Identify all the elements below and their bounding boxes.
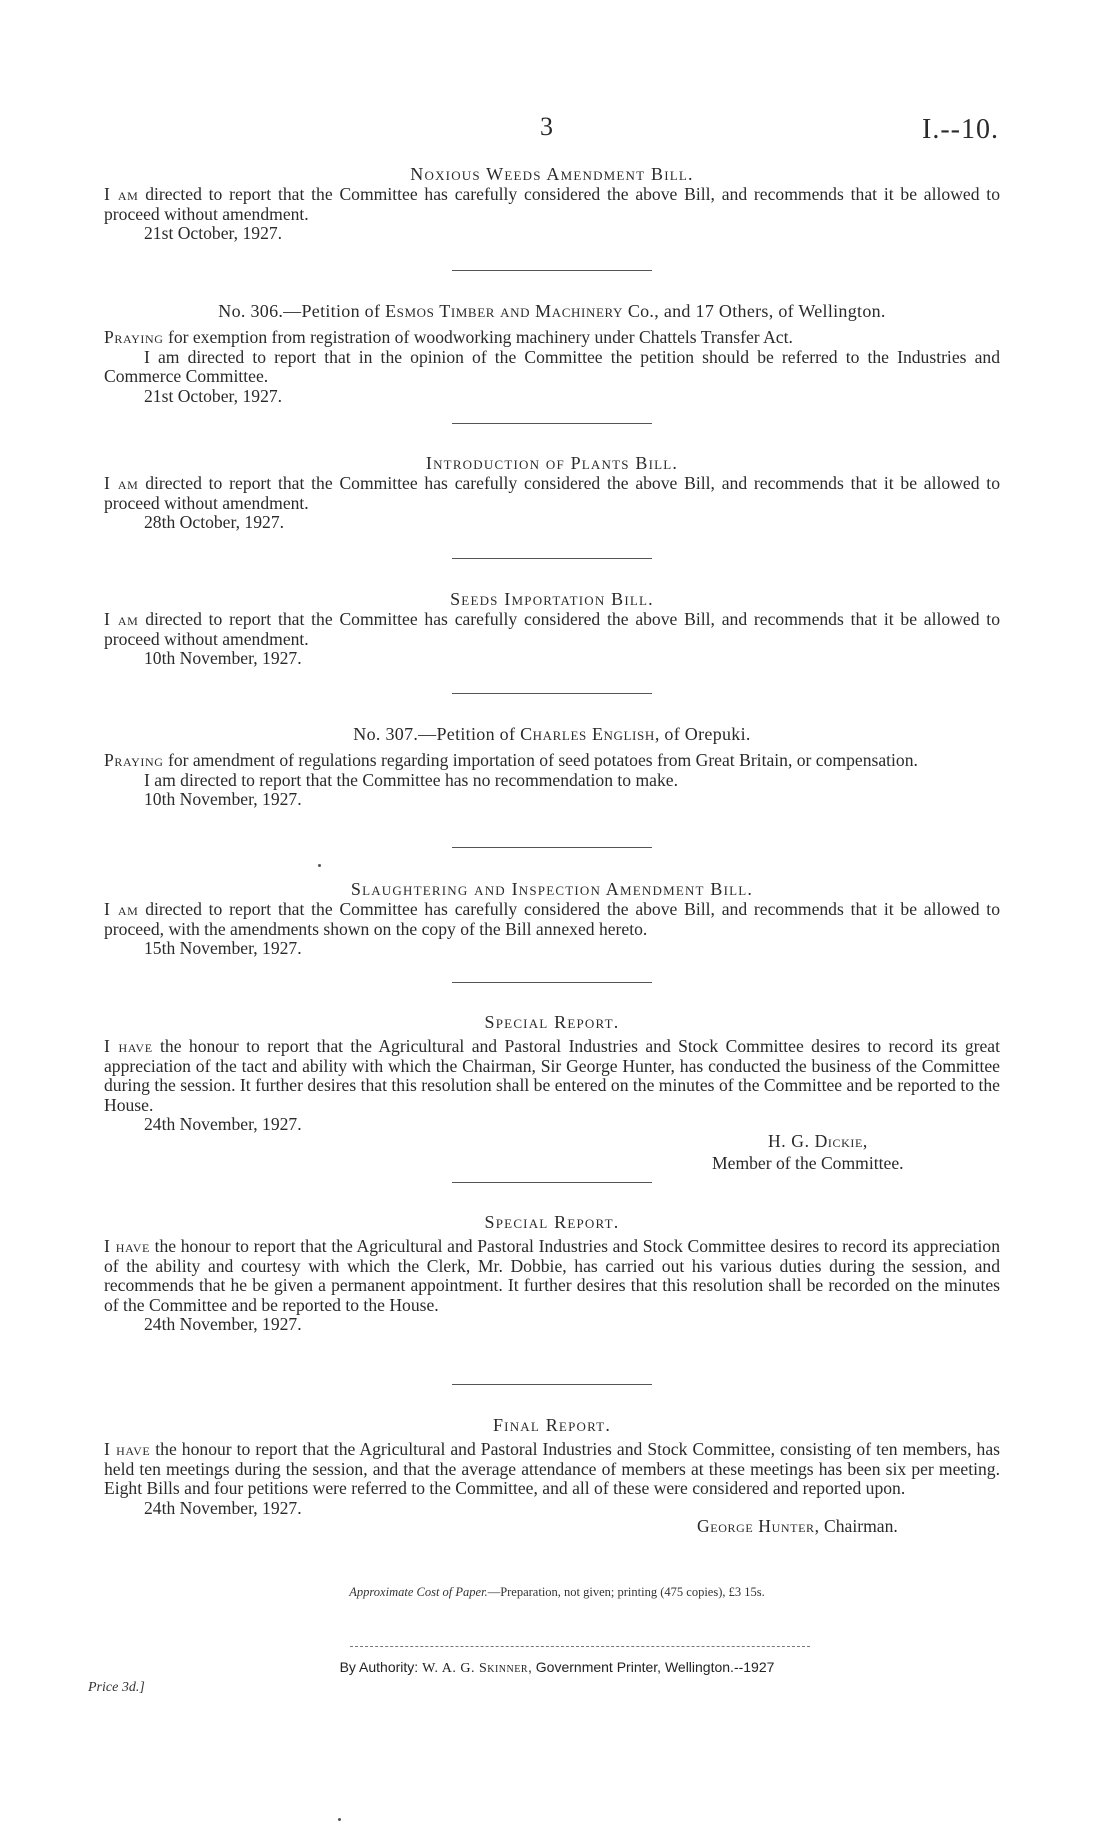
price-note: Price 3d.] <box>88 1680 145 1695</box>
section-seeds-importation <box>104 588 1000 669</box>
section-heading: Special Report. <box>484 1212 620 1232</box>
section-date: 24th November, 1927. <box>144 1497 302 1518</box>
section-slaughtering <box>104 878 1000 959</box>
divider <box>452 847 652 848</box>
page-number: 3 <box>540 112 553 141</box>
section-date: 21st October, 1927. <box>144 223 283 243</box>
signature-name: H. G. Dickie, <box>768 1131 868 1151</box>
section-petition-307 <box>104 723 1000 810</box>
section-heading: No. 306.—Petition of Esmos Timber and Machinery Co., and 17 Others, of Wellington. <box>218 301 886 321</box>
section-date: 21st October, 1927. <box>144 385 283 406</box>
section-body: I am directed to report that the Committee has carefully considered the above Bill, and recommends that it be allowed to proceed without amendment. <box>104 473 1000 513</box>
divider <box>452 1182 652 1183</box>
section-heading: Special Report. <box>484 1012 620 1032</box>
section-date: 28th October, 1927. <box>144 512 285 532</box>
speck <box>318 864 321 867</box>
section-introduction-plants <box>104 452 1000 533</box>
divider <box>452 982 652 983</box>
section-heading: No. 307.—Petition of Charles English, of Orepuki. <box>353 724 751 744</box>
section-date: 24th November, 1927. <box>144 1314 302 1334</box>
section-final-report <box>104 1414 1000 1518</box>
divider <box>350 1646 810 1647</box>
signature-title: Chairman. <box>819 1516 898 1536</box>
divider <box>452 1384 652 1385</box>
section-heading: Final Report. <box>492 1415 612 1435</box>
section-date: 24th November, 1927. <box>144 1114 302 1134</box>
section-body: I am directed to report that the Committee has carefully considered the above Bill, and recommends that it be allowed to proceed without amendment. <box>104 609 1000 649</box>
petitioner-name: Charles English <box>520 724 655 744</box>
divider <box>452 558 652 559</box>
section-date: 15th November, 1927. <box>144 938 302 958</box>
document-reference: I.--10. <box>922 114 999 145</box>
section-body: I have the honour to report that the Agricultural and Pastoral Industries and Stock Committee desires to record its great appreciation of the tact and ability with which the Chairman, Sir George Hunter, has conducted the business of the Committee during the session. It further desires that this resolution shall be entered on the minutes of the Committee and be reported to the House. <box>104 1036 1001 1115</box>
section-special-report-2 <box>104 1211 1000 1335</box>
section-body: I am directed to report that in the opinion of the Committee the petition should be referred to the Industries and Commerce Committee. <box>104 346 1000 386</box>
signature-line <box>697 1516 898 1537</box>
authority-line: By Authority: W. A. G. Skinner, Government Printer, Wellington.--1927 <box>339 1659 775 1676</box>
section-special-report-1 <box>104 1011 1000 1135</box>
section-body: I am directed to report that the Committee has no recommendation to make. <box>144 769 678 790</box>
section-petition-306 <box>104 300 1000 406</box>
section-prayer: Praying for exemption from registration of woodworking machinery under Chattels Transfer Act. <box>104 327 793 347</box>
section-body: I am directed to report that the Committee has carefully considered the above Bill, and recommends that it be allowed to proceed without amendment. <box>104 184 1000 224</box>
printer-name: W. A. G. Skinner <box>422 1661 528 1676</box>
section-body: I have the honour to report that the Agricultural and Pastoral Industries and Stock Committee, consisting of ten members, has held ten meetings during the session, and that the average attendance of members at these meetings has been six per meeting. Eight Bills and four petitions were referred to the Committee, and all of these were considered and reported upon. <box>104 1439 1000 1498</box>
signature-name: George Hunter, <box>697 1516 820 1536</box>
section-body: I am directed to report that the Committee has carefully considered the above Bill, and recommends that it be allowed to proceed, with the amendments shown on the copy of the Bill annexed hereto. <box>104 899 1000 939</box>
signature-title: Member of the Committee. <box>712 1153 904 1173</box>
speck <box>338 1818 341 1821</box>
section-heading: Seeds Importation Bill. <box>450 589 654 609</box>
divider <box>452 693 652 694</box>
section-date: 10th November, 1927. <box>144 789 302 809</box>
section-heading: Slaughtering and Inspection Amendment Bill. <box>350 879 754 899</box>
divider <box>452 423 652 424</box>
section-noxious-weeds <box>104 163 1000 244</box>
divider <box>452 270 652 271</box>
section-body: I have the honour to report that the Agricultural and Pastoral Industries and Stock Committee desires to record its appreciation of the ability and courtesy with which the Clerk, Mr. Dobbie, has carried out his various duties during the session, and recommends that he be given a permanent appointment. It further desires that this resolution shall be recorded on the minutes of the Committee and be reported to the House. <box>104 1236 1001 1315</box>
section-prayer: Praying for amendment of regulations regarding importation of seed potatoes from Great Britain, or compensation. <box>104 750 918 770</box>
cost-note: Approximate Cost of Paper.—Preparation, not given; printing (475 copies), £3 15s. <box>349 1585 765 1599</box>
petitioner-name: Esmos Timber and Machinery <box>385 301 624 321</box>
section-heading: Introduction of Plants Bill. <box>425 453 679 473</box>
section-date: 10th November, 1927. <box>144 648 302 668</box>
section-heading: Noxious Weeds Amendment Bill. <box>410 164 694 184</box>
